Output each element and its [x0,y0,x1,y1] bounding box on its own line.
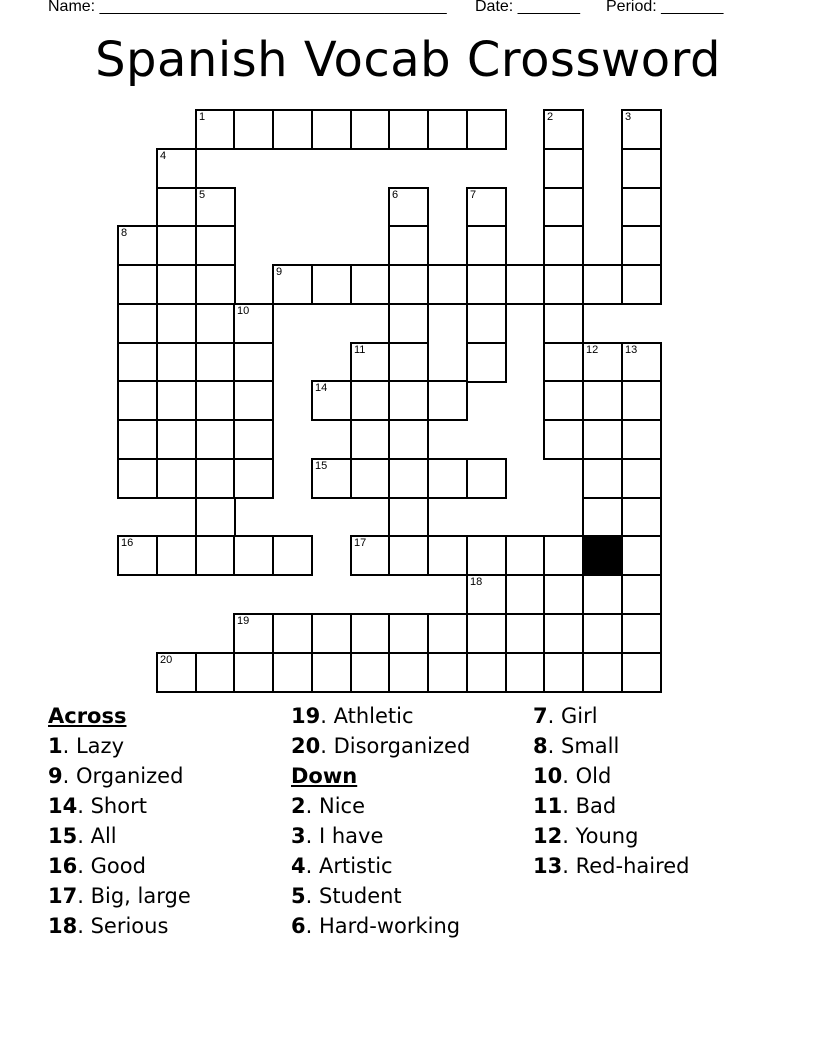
crossword-cell[interactable] [195,458,236,499]
clue-text: Girl [560,704,598,728]
crossword-cell[interactable] [156,225,197,266]
clue-down-4: 4. Artistic [291,854,393,878]
clue-down-3: 3. I have [291,824,384,848]
clue-number: 10 [533,764,563,788]
clue-across-9: 9. Organized [48,764,184,788]
crossword-cell[interactable] [621,342,662,383]
crossword-cell[interactable] [466,225,507,266]
clue-text: All [90,824,117,848]
crossword-cell[interactable] [272,264,313,305]
clues-column-1 [48,701,191,941]
crossword-cell[interactable] [272,652,313,693]
crossword-cell[interactable] [582,342,623,383]
cell-number: 11 [354,344,366,356]
cell-number: 6 [392,189,399,201]
crossword-cell[interactable] [350,613,391,654]
clue-number: 7 [533,704,548,728]
clue-down-11: 11. Bad [533,794,617,818]
crossword-cell[interactable] [311,380,352,421]
clue-number: 9 [48,764,63,788]
clue-down-8: 8. Small [533,734,620,758]
page-title: Spanish Vocab Crossword [95,32,721,88]
crossword-cell[interactable] [621,109,662,150]
crossword-cell[interactable] [117,380,158,421]
crossword-cell[interactable] [621,264,662,305]
crossword-cell[interactable] [195,264,236,305]
clue-number: 16 [48,854,78,878]
crossword-cell[interactable] [466,574,507,615]
clue-number: 12 [533,824,563,848]
clue-number: 4 [291,854,306,878]
crossword-cell[interactable] [388,535,429,576]
crossword-cell[interactable] [272,535,313,576]
clue-down-2: 2. Nice [291,794,365,818]
clue-across-1: 1. Lazy [48,734,125,758]
clue-number: 14 [48,794,78,818]
crossword-cell[interactable] [195,419,236,460]
clue-number: 5 [291,884,306,908]
cell-number: 5 [199,189,206,201]
crossword-cell[interactable] [621,574,662,615]
crossword-cell[interactable] [466,187,507,228]
clue-text: Artistic [318,854,393,878]
crossword-cell[interactable] [388,264,429,305]
crossword-cell[interactable] [543,613,584,654]
crossword-cell[interactable] [543,187,584,228]
crossword-cell[interactable] [543,303,584,344]
clue-number: 2 [291,794,306,818]
crossword-cell[interactable] [233,419,274,460]
crossword-cell[interactable] [233,380,274,421]
clue-down-7: 7. Girl [533,704,598,728]
crossword-cell[interactable] [621,652,662,693]
clues-column-2 [291,701,470,941]
crossword-cell[interactable] [582,380,623,421]
crossword-cell[interactable] [427,380,468,421]
crossword-cell[interactable] [466,652,507,693]
crossword-cell[interactable] [621,380,662,421]
crossword-cell[interactable] [311,109,352,150]
crossword-cell[interactable] [621,535,662,576]
cell-number: 17 [354,537,367,549]
clue-text: Nice [318,794,365,818]
crossword-cell[interactable] [233,535,274,576]
cell-number: 18 [470,576,483,588]
crossword-cell[interactable] [582,264,623,305]
crossword-cell[interactable] [543,225,584,266]
crossword-cell[interactable] [233,109,274,150]
crossword-cell[interactable] [543,574,584,615]
crossword-cell[interactable] [543,535,584,576]
crossword-cell[interactable] [466,458,507,499]
crossword-cell[interactable] [543,652,584,693]
cell-number: 2 [547,111,554,123]
crossword-cell[interactable] [156,303,197,344]
crossword-cell[interactable] [156,535,197,576]
crossword-cell[interactable] [156,148,197,189]
name-field[interactable]: Name: _______________________________________ [48,0,447,15]
crossword-cell[interactable] [350,419,391,460]
cell-number: 15 [315,460,328,472]
crossword-cell[interactable] [156,652,197,693]
crossword-cell[interactable] [195,303,236,344]
crossword-cell[interactable] [388,303,429,344]
crossword-cell[interactable] [117,264,158,305]
crossword-cell[interactable] [427,652,468,693]
clue-text: Disorganized [333,734,471,758]
crossword-cell[interactable] [350,380,391,421]
cell-number: 8 [121,227,128,239]
crossword-cell[interactable] [117,303,158,344]
crossword-cell[interactable] [388,419,429,460]
clue-text: Student [318,884,402,908]
cell-number: 12 [586,344,599,356]
crossword-cell[interactable] [156,458,197,499]
crossword-cell[interactable] [621,419,662,460]
clue-text: Young [575,824,639,848]
crossword-cell[interactable] [233,613,274,654]
clue-number: 1 [48,734,63,758]
crossword-cell[interactable] [427,613,468,654]
crossword-cell[interactable] [582,613,623,654]
crossword-cell[interactable] [388,109,429,150]
crossword-cell[interactable] [195,380,236,421]
cell-number: 1 [199,111,206,123]
period-field[interactable]: Period: _______ [606,0,724,15]
crossword-cell[interactable] [505,535,546,576]
crossword-cell[interactable] [233,458,274,499]
cell-number: 19 [237,615,250,627]
crossword-cell[interactable] [311,652,352,693]
clue-text: Short [90,794,147,818]
crossword-cell[interactable] [505,613,546,654]
crossword-cell[interactable] [233,342,274,383]
crossword-cell[interactable] [350,342,391,383]
clue-number: 13 [533,854,563,878]
crossword-cell[interactable] [350,535,391,576]
crossword-cell[interactable] [427,109,468,150]
crossword-cell[interactable] [117,535,158,576]
crossword-cell[interactable] [466,264,507,305]
crossword-cell[interactable] [117,458,158,499]
cell-number: 20 [160,654,173,666]
crossword-cell[interactable] [388,458,429,499]
clue-text: Organized [75,764,184,788]
crossword-cell[interactable] [543,342,584,383]
clues-column-3 [533,701,690,881]
clue-down-12: 12. Young [533,824,639,848]
clue-text: Serious [90,914,169,938]
clue-across-18: 18. Serious [48,914,169,938]
crossword-cell[interactable] [272,613,313,654]
crossword-cell[interactable] [505,264,546,305]
crossword-cell[interactable] [466,535,507,576]
cell-number: 7 [470,189,477,201]
cell-number: 13 [625,344,638,356]
crossword-cell[interactable] [388,225,429,266]
clue-down-10: 10. Old [533,764,612,788]
clue-down-13: 13. Red-haired [533,854,690,878]
cell-number: 9 [276,266,283,278]
crossword-cell[interactable] [466,109,507,150]
clue-across-20: 20. Disorganized [291,734,471,758]
crossword-cell[interactable] [311,264,352,305]
crossword-cell[interactable] [543,419,584,460]
date-field[interactable]: Date: _______ [475,0,580,15]
crossword-cell[interactable] [311,458,352,499]
crossword-cell[interactable] [388,652,429,693]
crossword-cell[interactable] [388,613,429,654]
crossword-cell[interactable] [156,187,197,228]
crossword-cell[interactable] [272,109,313,150]
clue-number: 8 [533,734,548,758]
crossword-cell[interactable] [543,109,584,150]
crossword-cell[interactable] [505,574,546,615]
crossword-cell[interactable] [466,613,507,654]
crossword-cell[interactable] [117,225,158,266]
cell-number: 3 [625,111,632,123]
crossword-cell[interactable] [543,380,584,421]
clue-down-5: 5. Student [291,884,402,908]
clue-number: 3 [291,824,306,848]
clue-number: 20 [291,734,321,758]
clue-down-6: 6. Hard-working [291,914,461,938]
clue-text: I have [318,824,384,848]
crossword-cell[interactable] [117,419,158,460]
clue-across-19: 19. Athletic [291,704,414,728]
clue-text: Bad [575,794,617,818]
crossword-cell[interactable] [350,458,391,499]
crossword-cell[interactable] [621,148,662,189]
clue-text: Lazy [75,734,125,758]
across-heading: Across [48,704,127,728]
crossword-cell[interactable] [466,342,507,383]
crossword-cell[interactable] [582,652,623,693]
crossword-cell[interactable] [543,264,584,305]
crossword-cell[interactable] [543,148,584,189]
crossword-cell[interactable] [195,225,236,266]
crossword-cell[interactable] [195,342,236,383]
crossword-cell[interactable] [117,342,158,383]
clue-text: Athletic [333,704,414,728]
clue-across-16: 16. Good [48,854,146,878]
crossword-cell[interactable] [621,225,662,266]
crossword-cell[interactable] [388,187,429,228]
crossword-cell[interactable] [156,419,197,460]
clue-across-14: 14. Short [48,794,147,818]
clue-number: 6 [291,914,306,938]
down-heading: Down [291,764,358,788]
clue-across-15: 15. All [48,824,117,848]
crossword-cell[interactable] [388,380,429,421]
cell-number: 14 [315,382,328,394]
crossword-cell[interactable] [582,574,623,615]
blocked-cell [582,535,623,576]
clue-number: 19 [291,704,321,728]
cell-number: 10 [237,305,250,317]
crossword-cell[interactable] [582,419,623,460]
crossword-cell[interactable] [621,458,662,499]
clue-across-17: 17. Big, large [48,884,191,908]
crossword-cell[interactable] [195,535,236,576]
clue-number: 15 [48,824,78,848]
clue-number: 17 [48,884,78,908]
cell-number: 4 [160,150,167,162]
crossword-cell[interactable] [621,613,662,654]
crossword-cell[interactable] [350,264,391,305]
crossword-cell[interactable] [195,109,236,150]
clue-text: Old [575,764,612,788]
clue-text: Good [90,854,146,878]
clue-text: Hard-working [318,914,461,938]
crossword-cell[interactable] [505,652,546,693]
crossword-cell[interactable] [350,109,391,150]
crossword-cell[interactable] [195,187,236,228]
clue-number: 11 [533,794,563,818]
clue-text: Small [560,734,620,758]
crossword-cell[interactable] [311,613,352,654]
crossword-cell[interactable] [388,342,429,383]
clue-number: 18 [48,914,78,938]
clue-text: Big, large [90,884,191,908]
crossword-cell[interactable] [388,497,429,538]
crossword-cell[interactable] [156,380,197,421]
crossword-cell[interactable] [156,264,197,305]
crossword-cell[interactable] [156,342,197,383]
crossword-cell[interactable] [427,264,468,305]
crossword-cell[interactable] [427,535,468,576]
crossword-cell[interactable] [195,497,236,538]
crossword-cell[interactable] [427,458,468,499]
clue-text: Red-haired [575,854,690,878]
crossword-cell[interactable] [233,652,274,693]
crossword-cell[interactable] [621,187,662,228]
crossword-cell[interactable] [582,458,623,499]
crossword-cell[interactable] [195,652,236,693]
crossword-cell[interactable] [621,497,662,538]
cell-number: 16 [121,537,134,549]
crossword-cell[interactable] [582,497,623,538]
crossword-cell[interactable] [466,303,507,344]
crossword-cell[interactable] [233,303,274,344]
crossword-cell[interactable] [350,652,391,693]
